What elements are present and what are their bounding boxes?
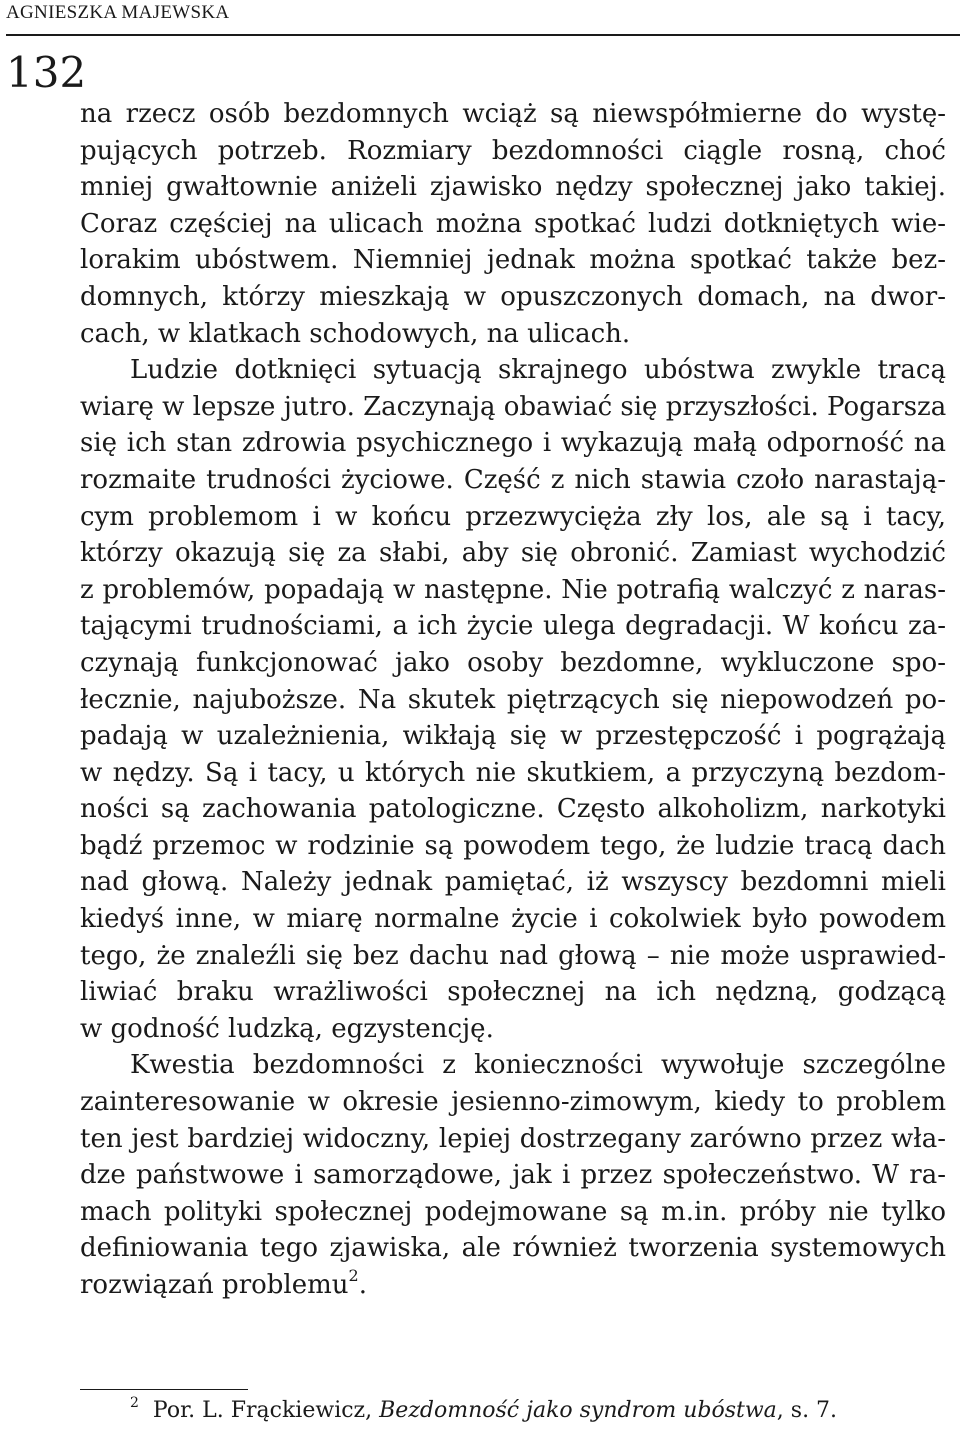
text-line: liwiać braku wrażliwości społecznej na ich nędzną, godzącą	[80, 977, 946, 1008]
text-line: cach, w klatkach schodowych, na ulicach.	[80, 318, 631, 349]
body-text	[80, 96, 946, 1304]
text-line: na rzecz osób bezdomnych wciąż są niewspółmierne do wystę-	[80, 99, 946, 129]
running-head: AGNIESZKA MAJEWSKA	[6, 2, 230, 23]
text-line: mach polityki społecznej podejmowane są m.in. próby nie tylko	[80, 1196, 946, 1227]
footnote-reference: 2	[348, 1266, 359, 1285]
text-line: bądź przemoc w rodzinie są powodem tego, że ludzie tracą dach	[80, 830, 946, 861]
text-line: cym problemom i w końcu przezwycięża zły los, ale są i tacy,	[80, 501, 946, 532]
text-line: domnych, którzy mieszkają w opuszczonych domach, na dwor-	[80, 281, 946, 312]
header-rule	[6, 34, 960, 36]
footnote-title: Bezdomność jako syndrom ubóstwa	[379, 1398, 777, 1423]
page-number: 132	[6, 48, 87, 97]
text-line: mniej gwałtownie aniżeli zjawisko nędzy społecznej jako takiej.	[80, 172, 946, 203]
text-line: Ludzie dotknięci sytuacją skrajnego ubóstwa zwykle tracą	[130, 355, 946, 386]
text-line: łecznie, najuboższe. Na skutek piętrzących się niepowodzeń po-	[80, 684, 946, 715]
text-line: definiowania tego zjawiska, ale również tworzenia systemowych	[80, 1233, 946, 1264]
text-line: rozmaite trudności życiowe. Część z nich stawia czoło narastają-	[80, 464, 946, 495]
text-line: dze państwowe i samorządowe, jak i przez społeczeństwo. W ra-	[80, 1160, 946, 1191]
footnote	[130, 1395, 838, 1424]
footnote-page: , s. 7.	[776, 1398, 838, 1423]
footnote-mark: 2	[130, 1395, 139, 1411]
text-line: kiedyś inne, w miarę normalne życie i cokolwiek było powodem	[80, 904, 946, 935]
text-line: Coraz częściej na ulicach można spotkać ludzi dotkniętych wie-	[80, 208, 946, 239]
text-line: w nędzy. Są i tacy, u których nie skutkiem, a przyczyną bezdom-	[80, 757, 946, 788]
text-line: Kwestia bezdomności z konieczności wywołuje szczególne	[130, 1050, 946, 1081]
text-line: czynają funkcjonować jako osoby bezdomne, wykluczone spo-	[80, 647, 946, 678]
footnote-text: Por. L. Frąckiewicz,	[152, 1398, 380, 1423]
text-line: ten jest bardziej widoczny, lepiej dostrzegany zarówno przez wła-	[80, 1123, 946, 1154]
text-line: tającymi trudnościami, a ich życie ulega degradacji. W końcu za-	[80, 611, 946, 642]
text-line: pujących potrzeb. Rozmiary bezdomności ciągle rosną, choć	[80, 135, 946, 166]
text-line: którzy okazują się za słabi, aby się obronić. Zamiast wychodzić	[80, 538, 946, 569]
footnote-rule	[80, 1389, 248, 1390]
text-line: nad głową. Należy jednak pamiętać, iż wszyscy bezdomni mieli	[80, 867, 946, 898]
text-line: wiarę w lepsze jutro. Zaczynają obawiać się przyszłości. Pogarsza	[80, 391, 947, 422]
text-line: się ich stan zdrowia psychicznego i wykazują małą odporność na	[80, 428, 946, 459]
final-line-end: .	[358, 1270, 367, 1300]
text-line: lorakim ubóstwem. Niemniej jednak można spotkać także bez-	[80, 245, 946, 276]
text-line: padają w uzależnienia, wikłają się w przestępczość i pogrążają	[80, 721, 946, 752]
text-line: zainteresowanie w okresie jesienno-zimowym, kiedy to problem	[80, 1087, 946, 1118]
text-line-final	[80, 1267, 946, 1304]
text-line: w godność ludzką, egzystencję.	[80, 1013, 494, 1044]
final-line-text: rozwiązań problemu	[80, 1270, 349, 1300]
text-line: ności są zachowania patologiczne. Często alkoholizm, narkotyki	[80, 794, 946, 825]
text-line: z problemów, popadają w następne. Nie potrafią walczyć z naras-	[80, 574, 946, 605]
text-line: tego, że znaleźli się bez dachu nad głową – nie może usprawied-	[80, 940, 946, 971]
